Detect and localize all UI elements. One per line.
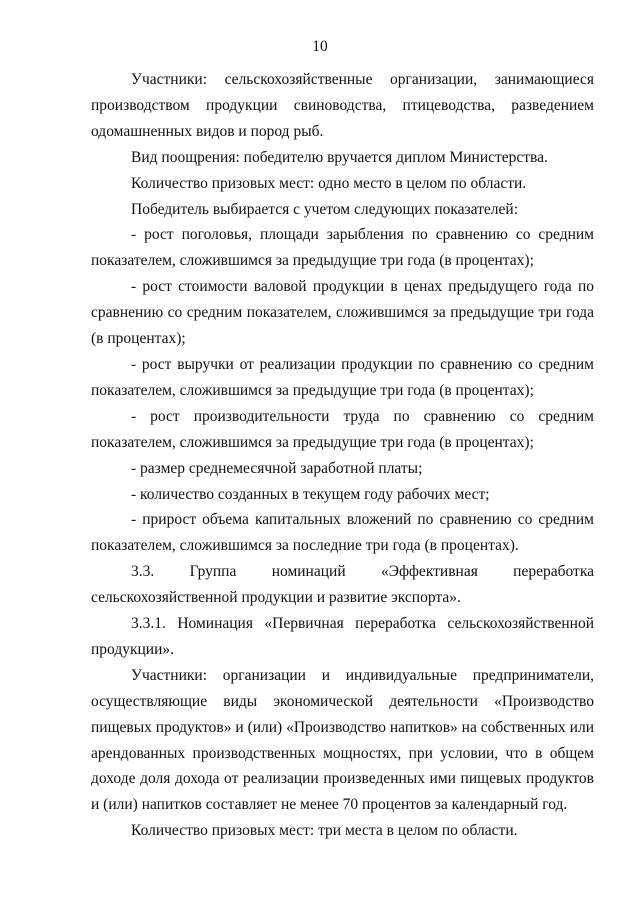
paragraph-award-type: Вид поощрения: победителю вручается диплом Министерства. [131,148,548,166]
paragraph-prize-places: Количество призовых мест: одно место в целом по области. [131,174,527,192]
paragraph-criteria-intro: Победитель выбирается с учетом следующих показателей: [131,200,519,218]
paragraph-prize-places-3-3-1: Количество призовых мест: три места в целом по области. [131,822,518,840]
paragraph-participants: Участники: сельскохозяйственные организации, занимающиеся производством продукции свиноводства, птицеводства, разведением одомашненных видов и пород рыб. [91,71,594,140]
criterion-average-salary: - размер среднемесячной заработной платы; [131,459,423,477]
criterion-new-jobs: - количество созданных в текущем году рабочих мест; [131,485,490,503]
criterion-revenue-growth: - рост выручки от реализации продукции по сравнению со средним показателем, сложившимся за предыдущие три года (в процентах); [91,355,594,399]
paragraph-participants-3-3-1: Участники: организации и индивидуальные предприниматели, осуществляющие виды экономической деятельности «Производство пищевых продуктов» и (или) «Производство напитков» на собственных или арендованных производственных мощностях, при условии, что в общем доходе доля дохода от реализации произведенных ими пищевых продуктов и (или) напитков составляет не менее 70 процентов за календарный год. [91,666,594,814]
section-heading-3-3-1: 3.3.1. Номинация «Первичная переработка сельскохозяйственной продукции». [91,615,594,658]
criterion-capital-investment: - прирост объема капитальных вложений по сравнению со средним показателем, сложившимся за последние три года (в процентах). [91,511,594,555]
page-number: 10 [312,38,328,55]
document-body [91,67,594,844]
section-heading-3-3: 3.3. Группа номинаций «Эффективная переработка сельскохозяйственной продукции и развитие экспорта». [91,563,594,607]
criterion-livestock-growth: - рост поголовья, площади зарыбления по сравнению со средним показателем, сложившимся за предыдущие три года (в процентах); [91,226,594,270]
criterion-gross-output-growth: - рост стоимости валовой продукции в ценах предыдущего года по сравнению со средним показателем, сложившимся за предыдущие три года (в процентах); [91,278,594,348]
criterion-productivity-growth: - рост производительности труда по сравнению со средним показателем, сложившимся за предыдущие три года (в процентах); [91,407,594,451]
